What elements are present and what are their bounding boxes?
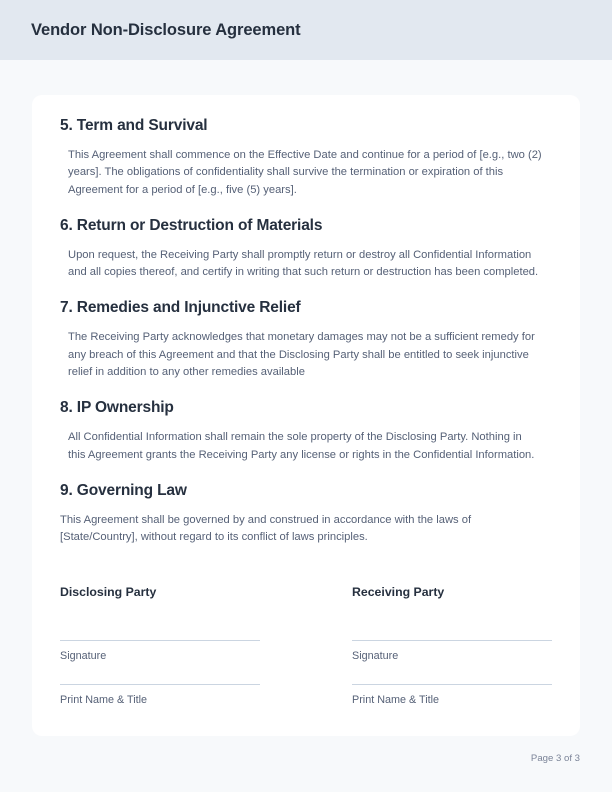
section-body: This Agreement shall commence on the Effective Date and continue for a period of [e.g., two (2) years]. The obligations of confidentiality shall survive the termination or expiration of this Agreement for a period of [e.g., five (5) years]. [68, 149, 542, 196]
signature-block [60, 585, 552, 706]
section-governing-law [60, 482, 552, 547]
section-body: Upon request, the Receiving Party shall promptly return or destroy all Confidential Information and all copies thereof, and certify in writing that such return or destruction has been completed. [68, 248, 539, 279]
disclosing-signature-line[interactable] [60, 640, 260, 641]
disclosing-print-name-label: Print Name & Title [60, 693, 148, 706]
document-header [0, 0, 612, 60]
disclosing-signature-label: Signature [60, 649, 107, 662]
page-body [0, 60, 612, 736]
signature-column-receiving [352, 585, 552, 706]
section-heading: 5. Term and Survival [60, 117, 208, 134]
document-title: Vendor Non-Disclosure Agreement [31, 20, 301, 39]
section-heading: 6. Return or Destruction of Materials [60, 216, 323, 234]
document-footer [0, 736, 612, 766]
receiving-signature-line[interactable] [352, 640, 552, 641]
section-return-or-destruction-of-materials [60, 217, 552, 282]
receiving-signature-label: Signature [352, 649, 399, 662]
document-card [32, 95, 580, 736]
receiving-print-name-line[interactable] [352, 684, 552, 685]
disclosing-party-label: Disclosing Party [60, 584, 157, 599]
section-ip-ownership [60, 399, 552, 464]
section-heading: 8. IP Ownership [60, 399, 174, 417]
section-heading: 7. Remedies and Injunctive Relief [60, 299, 301, 317]
section-remedies-and-injunctive-relief [60, 299, 552, 381]
section-term-and-survival [60, 117, 552, 199]
section-body: This Agreement shall be governed by and construed in accordance with the laws of [State/Country], without regard to its conflict of laws principles. [60, 513, 472, 544]
section-body: The Receiving Party acknowledges that monetary damages may not be a sufficient remedy for any breach of this Agreement and that the Disclosing Party shall be entitled to seek injunctive relief in addition to any other remedies available [68, 331, 535, 379]
section-body: All Confidential Information shall remain the sole property of the Disclosing Party. Nothing in this Agreement grants the Receiving Party any license or rights in the Confidential Information. [68, 431, 535, 461]
receiving-party-label: Receiving Party [352, 584, 445, 599]
page-number: Page 3 of 3 [530, 752, 580, 764]
signature-column-disclosing [60, 585, 260, 706]
receiving-print-name-label: Print Name & Title [352, 693, 440, 706]
disclosing-print-name-line[interactable] [60, 684, 260, 685]
section-heading: 9. Governing Law [60, 481, 187, 499]
